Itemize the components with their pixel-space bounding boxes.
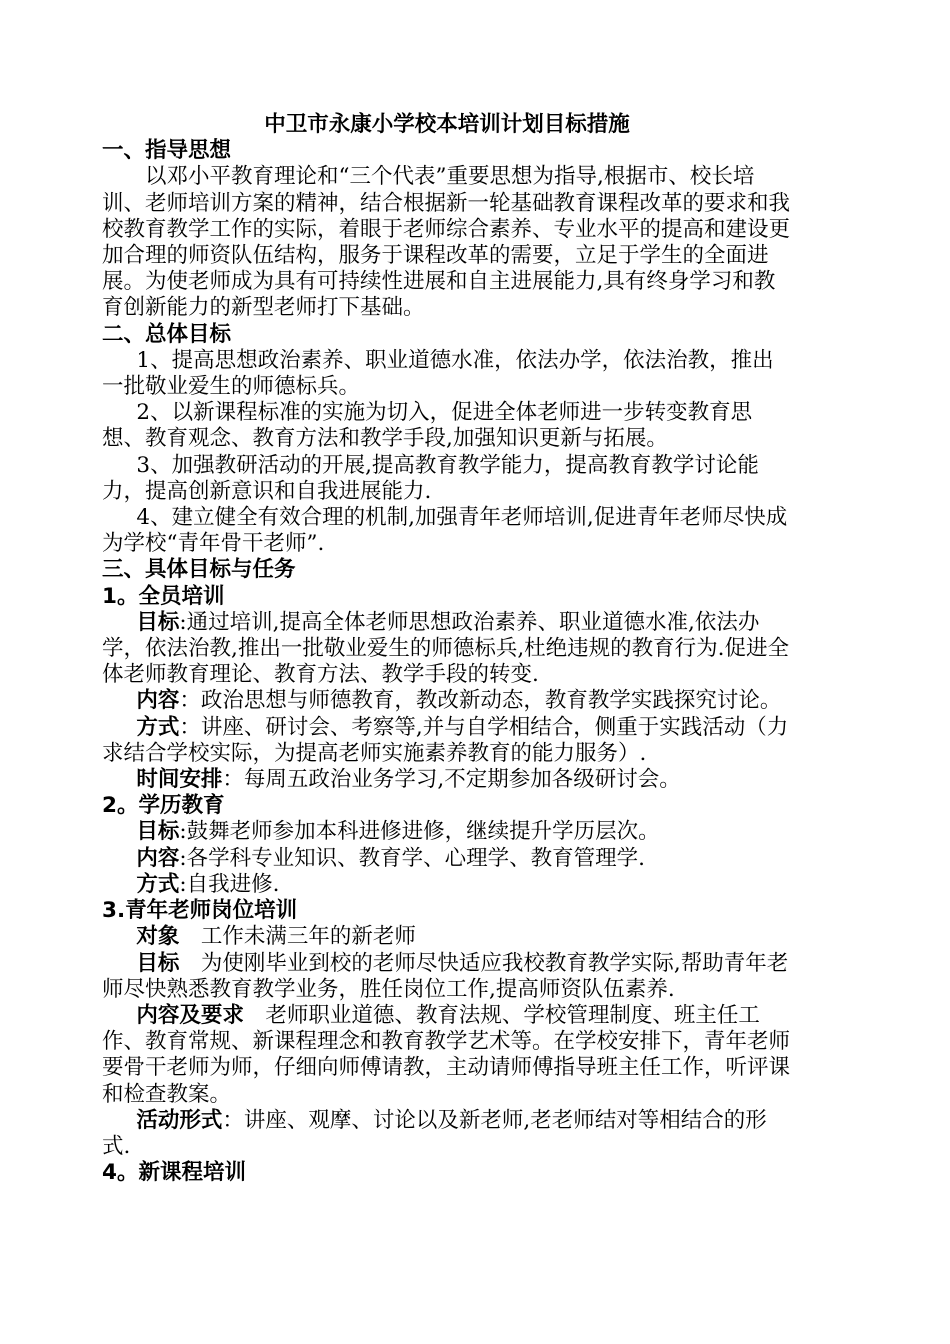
young-teacher-requirements <box>102 1003 792 1108</box>
target-label: 对象 <box>136 924 180 950</box>
young-teacher-activity-form <box>102 1108 792 1160</box>
goal-text: :鼓舞老师参加本科进修进修，继续提升学历层次。 <box>179 819 660 845</box>
content-label: 内容 <box>136 845 180 871</box>
overall-goal-item-2: 2、以新课程标准的实施为切入，促进全体老师进一步转变教育思想、教育观念、教育方法和教学手段,加强知识更新与拓展。 <box>102 400 753 452</box>
goal-text: :通过培训,提高全体老师思想政治素养、职业道德水准,依法办学，依法治教,推出一批敬业爱生的师德标兵,杜绝违规的教育行为.促进全体老师教育理论、教育方法、教学手段的转变. <box>102 609 790 688</box>
method-label: 方式 <box>136 714 180 740</box>
subsection-heading-all-staff-training: 1。全员培训 <box>102 583 225 609</box>
subsection-heading-degree-education: 2。学历教育 <box>102 793 225 819</box>
schedule-text: ：每周五政治业务学习,不定期参加各级研讨会。 <box>222 767 681 793</box>
content-text: :各学科专业知识、教育学、心理学、教育管理学. <box>179 845 645 871</box>
goal-label: 目标 <box>136 609 180 635</box>
overall-goal-item-4: 4、建立健全有效合理的机制,加强青年老师培训,促进青年老师尽快成为学校“青年骨干老师”. <box>102 505 788 557</box>
content-label: 内容 <box>136 688 180 714</box>
degree-goal <box>102 819 792 845</box>
section-heading-specific-goals: 三、具体目标与任务 <box>102 557 296 583</box>
method-text: :自我进修. <box>179 871 280 897</box>
schedule-label: 时间安排 <box>136 767 223 793</box>
all-staff-schedule <box>102 767 792 793</box>
goal-label: 目标 <box>136 819 180 845</box>
activity-form-text: ：讲座、观摩、讨论以及新老师,老老师结对等相结合的形式. <box>102 1107 767 1159</box>
all-staff-content <box>102 688 792 714</box>
content-text: ：政治思想与师德教育，教改新动态，教育教学实践探究讨论。 <box>179 688 782 714</box>
section-heading-guiding-ideology: 一、指导思想 <box>102 138 232 164</box>
degree-content <box>102 846 792 872</box>
requirements-text: 老师职业道德、教育法规、学校管理制度、班主任工作、教育常规、新课程理念和教育教学艺术等。在学校安排下，青年老师要骨干老师为师，仔细向师傅请教，主动请师傅指导班主任工作，听评课和检查教案。 <box>102 1002 791 1107</box>
activity-form-label: 活动形式 <box>136 1107 223 1133</box>
overall-goal-item-1: 1、提高思想政治素养、职业道德水准，依法办学，依法治教，推出一批敬业爱生的师德标兵。 <box>102 347 774 400</box>
method-text: ：讲座、研讨会、考察等,并与自学相结合，侧重于实践活动（力求结合学校实际，为提高老师实施素养教育的能力服务）. <box>102 714 789 766</box>
overall-goal-item-3: 3、加强教研活动的开展,提高教育教学能力，提高教育教学讨论能力，提高创新意识和自我进展能力. <box>102 452 759 504</box>
young-teacher-goal <box>102 951 792 1003</box>
method-label: 方式 <box>136 871 180 897</box>
requirements-label: 内容及要求 <box>136 1002 244 1028</box>
goal-text: 为使刚毕业到校的老师尽快适应我校教育教学实际,帮助青年老师尽快熟悉教育教学业务，胜任岗位工作,提高师资队伍素养. <box>102 950 789 1002</box>
document-title: 中卫市永康小学校本培训计划目标措施 <box>264 112 630 137</box>
young-teacher-target <box>102 924 792 950</box>
all-staff-goal <box>102 610 792 689</box>
all-staff-method <box>102 715 792 767</box>
degree-method <box>102 872 792 898</box>
guiding-ideology-paragraph: 以邓小平教育理论和“三个代表”重要思想为指导,根据市、校长培训、老师培训方案的精神，结合根据新一轮基础教育课程改革的要求和我校教育教学工作的实际，着眼于老师综合素养、专业水平的提高和建设更加合理的师资队伍结构，服务于课程改革的需要，立足于学生的全面进展。为使老师成为具有可持续性进展和自主进展能力,具有终身学习和教育创新能力的新型老师打下基础。 <box>102 164 791 321</box>
target-text: 工作未满三年的新老师 <box>179 924 416 950</box>
document-page <box>102 112 792 1186</box>
subsection-heading-young-teacher-training: 3.青年老师岗位培训 <box>102 898 298 924</box>
subsection-heading-new-curriculum-training: 4。新课程培训 <box>102 1160 246 1186</box>
section-heading-overall-goals: 二、总体目标 <box>102 321 232 347</box>
goal-label: 目标 <box>136 950 180 976</box>
